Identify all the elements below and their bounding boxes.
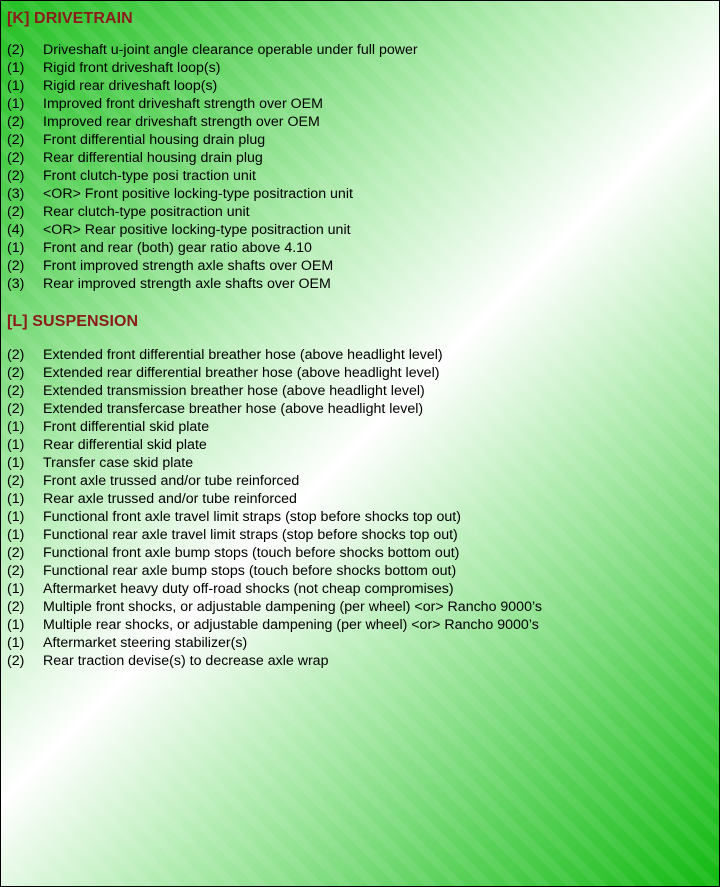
item-text: Multiple front shocks, or adjustable dampening (per wheel) <or> Rancho 9000’s	[43, 599, 542, 615]
item-points: (2)	[7, 347, 25, 363]
list-item	[7, 221, 418, 239]
item-text: Extended front differential breather hose (above headlight level)	[43, 347, 443, 363]
item-text: Front and rear (both) gear ratio above 4.10	[43, 240, 312, 256]
item-text: Rear improved strength axle shafts over OEM	[43, 276, 331, 292]
item-text: Rear clutch-type positraction unit	[43, 204, 250, 220]
item-text: Rigid front driveshaft loop(s)	[43, 60, 221, 76]
item-points: (1)	[7, 96, 25, 112]
item-points: (2)	[7, 365, 25, 381]
item-text: <OR> Rear positive locking-type positraction unit	[43, 222, 351, 238]
item-points: (2)	[7, 653, 25, 669]
list-item	[7, 652, 542, 670]
item-points: (1)	[7, 617, 25, 633]
list-item	[7, 526, 542, 544]
list-item	[7, 544, 542, 562]
item-points: (2)	[7, 383, 25, 399]
section-heading: [L] SUSPENSION	[7, 313, 139, 330]
item-text: Extended transfercase breather hose (above headlight level)	[43, 401, 424, 417]
list-item	[7, 149, 418, 167]
item-points: (2)	[7, 42, 25, 58]
section-suspension	[7, 313, 542, 670]
list-item	[7, 490, 542, 508]
item-points: (2)	[7, 150, 25, 166]
list-item	[7, 436, 542, 454]
item-text: Front axle trussed and/or tube reinforced	[43, 473, 300, 489]
item-points: (1)	[7, 581, 25, 597]
item-points: (2)	[7, 114, 25, 130]
list-item	[7, 239, 418, 257]
section-heading: [K] DRIVETRAIN	[7, 10, 133, 27]
list-item	[7, 562, 542, 580]
list-item	[7, 59, 418, 77]
list-item	[7, 346, 542, 364]
item-points: (2)	[7, 563, 25, 579]
item-points: (2)	[7, 401, 25, 417]
list-item	[7, 185, 418, 203]
item-list	[7, 41, 418, 293]
item-text: Transfer case skid plate	[43, 455, 194, 471]
item-text: Front improved strength axle shafts over OEM	[43, 258, 334, 274]
list-item	[7, 508, 542, 526]
list-item	[7, 275, 418, 293]
list-item	[7, 167, 418, 185]
section-drivetrain	[7, 10, 418, 293]
list-item	[7, 77, 418, 95]
item-text: Rear traction devise(s) to decrease axle wrap	[43, 653, 329, 669]
item-text: Extended rear differential breather hose (above headlight level)	[43, 365, 440, 381]
item-points: (2)	[7, 258, 25, 274]
item-text: Front clutch-type posi traction unit	[43, 168, 256, 184]
item-text: Rear differential skid plate	[43, 437, 207, 453]
list-item	[7, 400, 542, 418]
item-points: (1)	[7, 635, 25, 651]
item-text: <OR> Front positive locking-type positraction unit	[43, 186, 353, 202]
item-points: (2)	[7, 204, 25, 220]
item-text: Rigid rear driveshaft loop(s)	[43, 78, 218, 94]
item-points: (1)	[7, 527, 25, 543]
item-text: Multiple rear shocks, or adjustable dampening (per wheel) <or> Rancho 9000’s	[43, 617, 539, 633]
list-item	[7, 472, 542, 490]
item-points: (3)	[7, 276, 25, 292]
list-item	[7, 113, 418, 131]
item-points: (2)	[7, 545, 25, 561]
item-points: (1)	[7, 437, 25, 453]
item-text: Rear axle trussed and/or tube reinforced	[43, 491, 297, 507]
item-text: Front differential skid plate	[43, 419, 210, 435]
item-text: Aftermarket heavy duty off-road shocks (not cheap compromises)	[43, 581, 454, 597]
list-item	[7, 382, 542, 400]
item-points: (1)	[7, 509, 25, 525]
item-text: Functional rear axle bump stops (touch before shocks bottom out)	[43, 563, 457, 579]
item-points: (2)	[7, 473, 25, 489]
list-item	[7, 95, 418, 113]
item-points: (2)	[7, 168, 25, 184]
list-item	[7, 257, 418, 275]
list-item	[7, 580, 542, 598]
item-text: Front differential housing drain plug	[43, 132, 266, 148]
list-item	[7, 418, 542, 436]
item-points: (1)	[7, 60, 25, 76]
item-text: Functional rear axle travel limit straps (stop before shocks top out)	[43, 527, 458, 543]
list-item	[7, 41, 418, 59]
item-text: Improved front driveshaft strength over OEM	[43, 96, 323, 112]
item-points: (4)	[7, 222, 25, 238]
list-item	[7, 616, 542, 634]
item-points: (2)	[7, 599, 25, 615]
list-item	[7, 454, 542, 472]
item-text: Extended transmission breather hose (above headlight level)	[43, 383, 425, 399]
item-text: Functional front axle travel limit straps (stop before shocks top out)	[43, 509, 461, 525]
item-points: (2)	[7, 132, 25, 148]
list-item	[7, 598, 542, 616]
item-points: (1)	[7, 491, 25, 507]
item-points: (1)	[7, 455, 25, 471]
item-text: Functional front axle bump stops (touch before shocks bottom out)	[43, 545, 460, 561]
item-points: (1)	[7, 78, 25, 94]
item-points: (1)	[7, 419, 25, 435]
list-item	[7, 131, 418, 149]
list-item	[7, 634, 542, 652]
item-points: (3)	[7, 186, 25, 202]
item-list	[7, 346, 542, 670]
item-text: Aftermarket steering stabilizer(s)	[43, 635, 248, 651]
item-text: Rear differential housing drain plug	[43, 150, 263, 166]
item-points: (1)	[7, 240, 25, 256]
item-text: Improved rear driveshaft strength over OEM	[43, 114, 320, 130]
list-item	[7, 364, 542, 382]
item-text: Driveshaft u-joint angle clearance operable under full power	[43, 42, 418, 58]
list-item	[7, 203, 418, 221]
